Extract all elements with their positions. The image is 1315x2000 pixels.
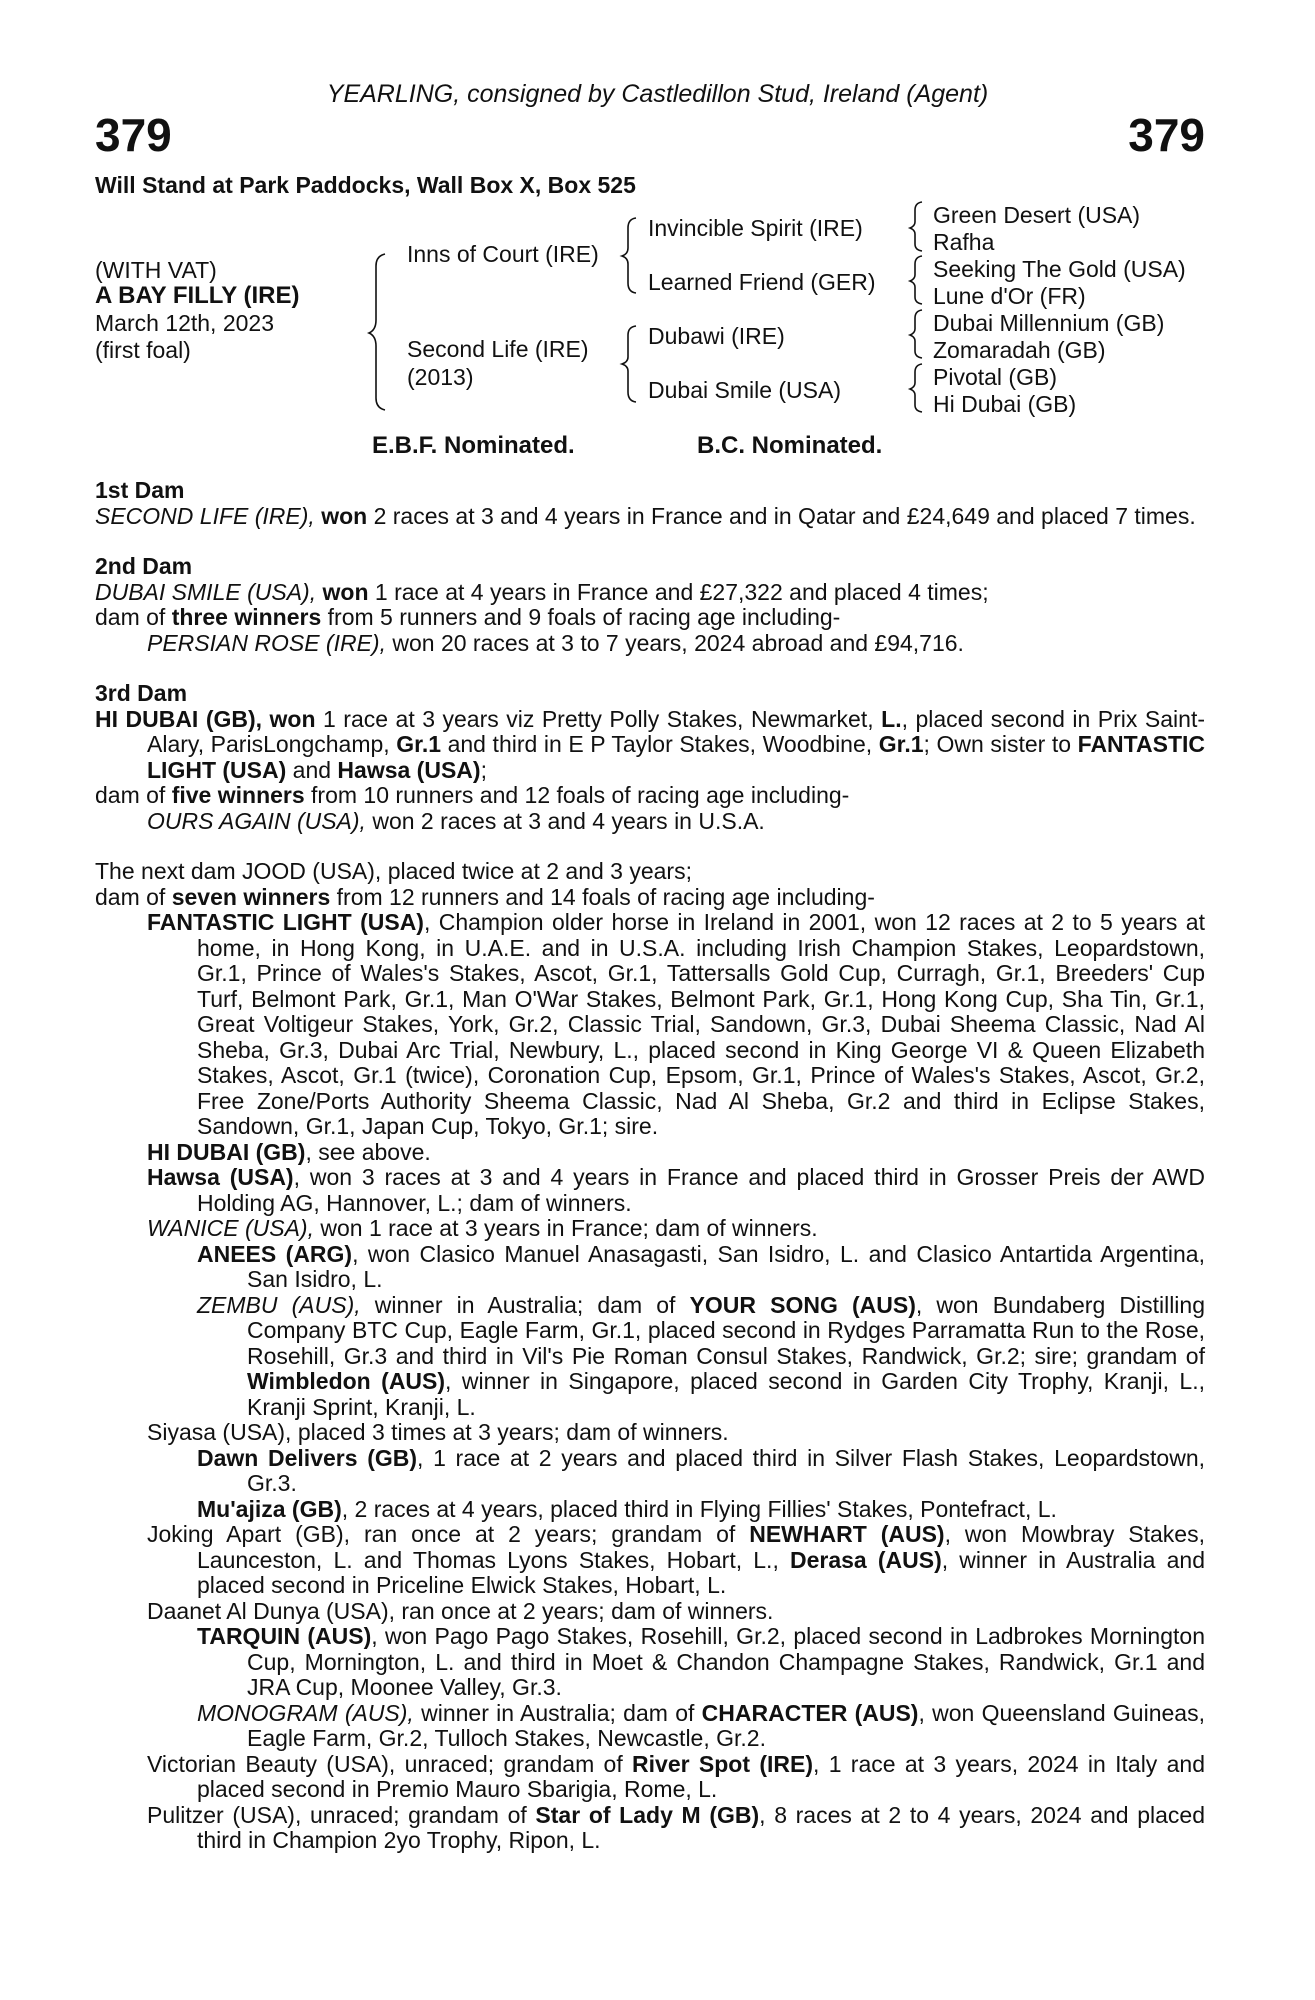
horse-dob: March 12th, 2023 [95,310,275,336]
brace-dam [622,326,636,402]
pedigree-ddd: Hi Dubai (GB) [933,391,1077,417]
victorian-beauty-entry: Victorian Beauty (USA), unraced; grandam of River Spot (IRE), 1 race at 3 years, 2024 in Italy and placed second in Premio Mauro Sbarigia, Rome, L. [147,1750,1205,1802]
monogram-entry: MONOGRAM (AUS), winner in Australia; dam of CHARACTER (AUS), won Queensland Guineas, Eagle Farm, Gr.2, Tulloch Stakes, Newcastle, Gr.2. [197,1699,1205,1751]
brace-sire [622,218,636,293]
brace-dd [910,364,922,412]
next-dam-produce: dam of seven winners from 12 runners and 14 foals of racing age including- [95,883,875,910]
next-dam-line: The next dam JOOD (USA), placed twice at 2 and 3 years; [95,858,692,884]
wanice-entry: WANICE (USA), won 1 race at 3 years in France; dam of winners. [147,1215,818,1241]
pedigree-sds: Seeking The Gold (USA) [933,256,1186,282]
hawsa-entry: Hawsa (USA), won 3 races at 3 and 4 years in France and placed third in Grosser Preis der AWD Holding AG, Hannover, L.; dam of winners. [147,1164,1205,1216]
pedigree-sss: Green Desert (USA) [933,202,1141,228]
pedigree-dam-sire: Dubawi (IRE) [648,323,785,349]
vat-note: (WITH VAT) [95,257,217,283]
horse-name: A BAY FILLY (IRE) [95,282,300,309]
brace-ss [910,202,922,251]
tarquin-entry: TARQUIN (AUS), won Pago Pago Stakes, Rosehill, Gr.2, placed second in Ladbrokes Mornington Cup, Mornington, L. and third in Moet & Chandon Champagne Stakes, Randwick, Gr.1 and JRA Cup, Moonee Valley, Gr.3. [197,1623,1205,1700]
dawn-delivers-entry: Dawn Delivers (GB), 1 race at 2 years and placed third in Silver Flash Stakes, Leopardstown, Gr.3. [197,1444,1206,1496]
pedigree-dam-year: (2013) [407,364,474,390]
muajiza-entry: Mu'ajiza (GB), 2 races at 4 years, placed third in Flying Fillies' Stakes, Pontefract, L. [197,1495,1057,1522]
lot-number-left: 379 [95,109,172,161]
pedigree-sdd: Lune d'Or (FR) [933,283,1086,309]
dam3-offspring: OURS AGAIN (USA), won 2 races at 3 and 4 years in U.S.A. [147,807,765,834]
daanet-entry: Daanet Al Dunya (USA), ran once at 2 years; dam of winners. [147,1597,774,1624]
dam2-offspring: PERSIAN ROSE (IRE), won 20 races at 3 to 7 years, 2024 abroad and £94,716. [147,629,964,656]
catalogue-subtitle: YEARLING, consigned by Castledillon Stud, Ireland (Agent) [326,80,989,108]
pedigree-dam-dam: Dubai Smile (USA) [648,377,841,403]
brace-sd [910,256,922,304]
pedigree-ssd: Rafha [933,229,995,255]
dam2-record: DUBAI SMILE (USA), won 1 race at 4 years in France and £27,322 and placed 4 times; [95,578,989,605]
stand-location: Will Stand at Park Paddocks, Wall Box X, Box 525 [95,172,636,198]
pedigree-dsd: Zomaradah (GB) [933,337,1106,363]
hi-dubai-entry: HI DUBAI (GB), see above. [147,1138,431,1165]
dam1-record: SECOND LIFE (IRE), won 2 races at 3 and 4 years in France and in Qatar and £24,649 and placed 7 times. [95,502,1196,529]
siyasa-entry: Siyasa (USA), placed 3 times at 3 years; dam of winners. [147,1419,729,1445]
pedigree-dds: Pivotal (GB) [933,364,1057,390]
fantastic-light-entry: FANTASTIC LIGHT (USA), Champion older horse in Ireland in 2001, won 12 races at 2 to 5 years at home, in Hong Kong, in U.A.E. and in U.S.A. including Irish Champion Stakes, Leopardstown, Gr.1, Prince of Wales's Stakes, Ascot, Gr.1, Tattersalls Gold Cup, Curragh, Gr.1, Breeders' Cup Turf, Belmont Park, Gr.1, Man O'War Stakes, Belmont Park, Gr.1, Hong Kong Cup, Sha Tin, Gr.1, Great Voltigeur Stakes, York, Gr.2, Classic Trial, Sandown, Gr.3, Dubai Sheema Classic, Nad Al Sheba, Gr.3, Dubai Arc Trial, Newbury, L., placed second in King George VI & Queen Elizabeth Stakes, Ascot, Gr.1 (twice), Coronation Cup, Epsom, Gr.1, Prince of Wales's Stakes, Ascot, Gr.2, Free Zone/Ports Authority Sheema Classic, Nad Al Sheba, Gr.2 and third in Eclipse Stakes, Sandown, Gr.1, Japan Cup, Tokyo, Gr.1; sire. [147,909,1205,1139]
dam2-heading: 2nd Dam [95,553,193,579]
dam2-produce: dam of three winners from 5 runners and 9 foals of racing age including- [95,604,841,630]
catalogue-body [95,478,1205,1854]
pedigree-dss: Dubai Millennium (GB) [933,310,1165,336]
ebf-nomination: E.B.F. Nominated. [372,432,575,459]
brace-ds [910,310,922,358]
pedigree-dam: Second Life (IRE) [407,336,589,362]
zembu-entry: ZEMBU (AUS), winner in Australia; dam of YOUR SONG (AUS), won Bundaberg Distilling Company BTC Cup, Eagle Farm, Gr.1, placed second in Rydges Parramatta Run to the Rose, Rosehill, Gr.3 and third in Vil's Pie Roman Consul Stakes, Randwick, Gr.2; sire; grandam of Wimbledon (AUS), winner in Singapore, placed second in Garden City Trophy, Kranji, L., Kranji Sprint, Kranji, L. [197,1291,1206,1420]
dam1-heading: 1st Dam [95,477,185,503]
lot-number-right: 379 [1128,109,1205,161]
joking-apart-entry: Joking Apart (GB), ran once at 2 years; grandam of NEWHART (AUS), won Mowbray Stakes, Launceston, L. and Thomas Lyons Stakes, Hobart, L., Derasa (AUS), winner in Australia and placed second in Priceline Elwick Stakes, Hobart, L. [147,1521,1205,1598]
pedigree-sire: Inns of Court (IRE) [407,241,599,267]
brace-main [369,254,385,410]
horse-foal-note: (first foal) [95,337,191,363]
bc-nomination: B.C. Nominated. [697,432,883,459]
pulitzer-entry: Pulitzer (USA), unraced; grandam of Star of Lady M (GB), 8 races at 2 to 4 years, 2024 and placed third in Champion 2yo Trophy, Ripon, L. [147,1801,1205,1853]
anees-entry: ANEES (ARG), won Clasico Manuel Anasagasti, San Isidro, L. and Clasico Antartida Argentina, San Isidro, L. [197,1240,1205,1292]
dam3-record: HI DUBAI (GB), won 1 race at 3 years viz Pretty Polly Stakes, Newmarket, L., placed second in Prix Saint-Alary, ParisLongchamp, Gr.1 and third in E P Taylor Stakes, Woodbine, Gr.1; Own sister to FANTASTIC LIGHT (USA) and Hawsa (USA); [95,705,1206,783]
dam3-heading: 3rd Dam [95,680,188,706]
dam3-produce: dam of five winners from 10 runners and 12 foals of racing age including- [95,782,850,808]
pedigree-sire-dam: Learned Friend (GER) [648,269,876,295]
pedigree-sire-sire: Invincible Spirit (IRE) [648,215,863,241]
